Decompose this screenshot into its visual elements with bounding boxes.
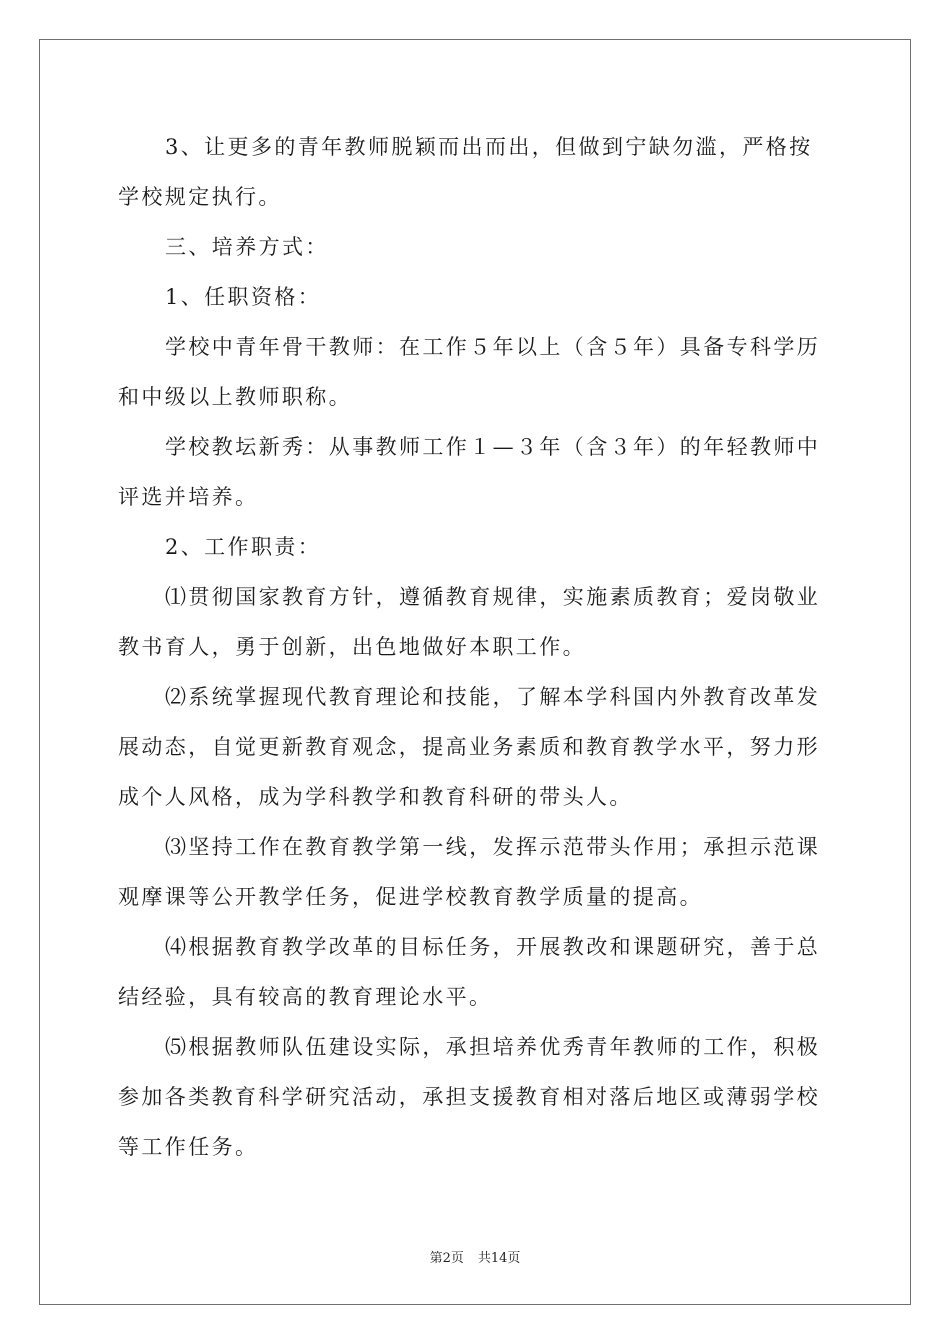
subsection-heading: 2、工作职责： xyxy=(165,535,322,559)
document-body xyxy=(118,122,834,1172)
paragraph-line: 学校规定执行。 xyxy=(118,185,282,209)
paragraph-line: 结经验，具有较高的教育理论水平。 xyxy=(118,985,493,1009)
paragraph-line: 学校中青年骨干教师：在工作５年以上（含５年）具备专科学历 xyxy=(165,335,821,359)
page-total: 共14页 xyxy=(477,1251,521,1266)
paragraph-line: 等工作任务。 xyxy=(118,1135,259,1159)
page-footer xyxy=(0,1247,950,1266)
paragraph-line: ⑷根据教育教学改革的目标任务，开展教改和课题研究，善于总 xyxy=(165,935,821,959)
page-number: 第2页 xyxy=(429,1251,464,1266)
paragraph-line: 教书育人，勇于创新，出色地做好本职工作。 xyxy=(118,635,586,659)
paragraph-line: 3、让更多的青年教师脱颖而出而出，但做到宁缺勿滥，严格按 xyxy=(165,135,813,159)
paragraph-line: 和中级以上教师职称。 xyxy=(118,385,352,409)
paragraph-line: ⑶坚持工作在教育教学第一线，发挥示范带头作用；承担示范课 xyxy=(165,835,821,859)
section-heading: 三、培养方式： xyxy=(165,235,329,259)
paragraph-line: 观摩课等公开教学任务，促进学校教育教学质量的提高。 xyxy=(118,885,703,909)
paragraph-line: ⑸根据教师队伍建设实际，承担培养优秀青年教师的工作，积极 xyxy=(165,1035,821,1059)
paragraph-line: 评选并培养。 xyxy=(118,485,259,509)
paragraph-line: 参加各类教育科学研究活动，承担支援教育相对落后地区或薄弱学校 xyxy=(118,1085,820,1109)
paragraph-line: ⑴贯彻国家教育方针，遵循教育规律，实施素质教育；爱岗敬业 xyxy=(165,585,821,609)
paragraph-line: ⑵系统掌握现代教育理论和技能，了解本学科国内外教育改革发 xyxy=(165,685,821,709)
paragraph-line: 成个人风格，成为学科教学和教育科研的带头人。 xyxy=(118,785,633,809)
subsection-heading: 1、任职资格： xyxy=(165,285,322,309)
paragraph-line: 学校教坛新秀：从事教师工作１—３年（含３年）的年轻教师中 xyxy=(165,435,821,459)
paragraph-line: 展动态，自觉更新教育观念，提高业务素质和教育教学水平，努力形 xyxy=(118,735,820,759)
